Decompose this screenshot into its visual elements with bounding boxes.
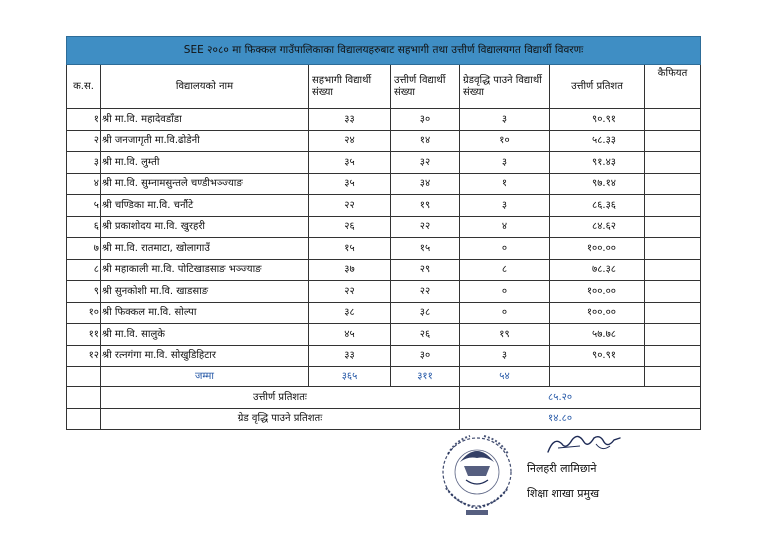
total-label: जम्मा <box>101 367 309 387</box>
row-school: श्री रत्नगंगा मा.वि. सोखुडिहिटार <box>101 345 309 367</box>
pass-rate-blank <box>67 387 101 409</box>
row-sn: १२ <box>67 345 101 367</box>
row-remarks <box>645 345 701 367</box>
row-grade-increase: १० <box>460 130 550 152</box>
header-school: विद्यालयको नाम <box>101 65 309 109</box>
header-sn: क.स. <box>67 65 101 109</box>
row-grade-increase: ० <box>460 238 550 260</box>
table-row <box>67 152 701 174</box>
pass-rate-label: उत्तीर्ण प्रतिशतः <box>101 387 460 409</box>
total-sn-blank <box>67 367 101 387</box>
row-school: श्री सुनकोशी मा.वि. खाडसाङ <box>101 281 309 303</box>
row-school: श्री चण्डिका मा.वि. चर्नौटे <box>101 195 309 217</box>
row-remarks <box>645 195 701 217</box>
row-grade-increase: ३ <box>460 345 550 367</box>
row-participants: ३३ <box>309 109 391 131</box>
row-remarks <box>645 216 701 238</box>
row-passed: १९ <box>391 195 460 217</box>
row-participants: ३७ <box>309 259 391 281</box>
row-participants: १५ <box>309 238 391 260</box>
row-remarks <box>645 302 701 324</box>
row-grade-increase: ० <box>460 302 550 324</box>
total-pct-blank <box>550 367 645 387</box>
row-grade-increase: ३ <box>460 152 550 174</box>
signature-scribble <box>544 430 624 458</box>
row-participants: २६ <box>309 216 391 238</box>
row-passed: २९ <box>391 259 460 281</box>
official-seal-stamp <box>436 432 518 518</box>
row-remarks <box>645 130 701 152</box>
total-remarks-blank <box>645 367 701 387</box>
row-school: श्री मा.वि. महादेवडाँडा <box>101 109 309 131</box>
table-row <box>67 345 701 367</box>
row-sn: १० <box>67 302 101 324</box>
table-row <box>67 216 701 238</box>
row-remarks <box>645 238 701 260</box>
row-pass-percent: ८६.३६ <box>550 195 645 217</box>
row-school: श्री जनजागृती मा.वि.ढोडेनी <box>101 130 309 152</box>
table-row <box>67 109 701 131</box>
report-sheet <box>66 36 700 430</box>
row-remarks <box>645 109 701 131</box>
header-grade-increase: ग्रेडवृद्धि पाउने विद्यार्थी संख्या <box>460 65 550 109</box>
grade-rate-row <box>67 408 701 430</box>
row-sn: ८ <box>67 259 101 281</box>
row-sn: ५ <box>67 195 101 217</box>
row-sn: ७ <box>67 238 101 260</box>
row-pass-percent: ५८.३३ <box>550 130 645 152</box>
pass-rate-value: ८५.२० <box>460 387 701 409</box>
signatory-name: निलहरी लामिछाने <box>527 462 597 475</box>
row-grade-increase: १ <box>460 173 550 195</box>
total-participants: ३६५ <box>309 367 391 387</box>
row-grade-increase: १९ <box>460 324 550 346</box>
row-passed: ३४ <box>391 173 460 195</box>
grade-rate-label: ग्रेड वृद्धि पाउने प्रतिशतः <box>101 408 460 430</box>
row-remarks <box>645 259 701 281</box>
table-row <box>67 324 701 346</box>
row-passed: ३८ <box>391 302 460 324</box>
row-school: श्री मा.वि. सुम्नामसुन्तले चण्डीभञ्ज्याङ <box>101 173 309 195</box>
row-school: श्री फिक्कल मा.वि. सोल्पा <box>101 302 309 324</box>
grade-rate-value: १४.८० <box>460 408 701 430</box>
row-sn: ६ <box>67 216 101 238</box>
row-pass-percent: १००.०० <box>550 281 645 303</box>
row-grade-increase: ३ <box>460 195 550 217</box>
table-title: SEE २०८० मा फिक्कल गाउँपालिकाका विद्यालयहरुबाट सहभागी तथा उत्तीर्ण विद्यालयगत विद्यार्थी विवरणः <box>67 37 701 65</box>
signatory-title: शिक्षा शाखा प्रमुख <box>527 487 600 500</box>
row-passed: २२ <box>391 281 460 303</box>
row-pass-percent: ९०.९१ <box>550 109 645 131</box>
row-sn: २ <box>67 130 101 152</box>
row-remarks <box>645 173 701 195</box>
row-participants: २२ <box>309 195 391 217</box>
row-school: श्री मा.वि. लुम्ती <box>101 152 309 174</box>
header-pass-percent: उत्तीर्ण प्रतिशत <box>550 65 645 109</box>
row-sn: ४ <box>67 173 101 195</box>
row-participants: ३३ <box>309 345 391 367</box>
row-participants: ३५ <box>309 173 391 195</box>
row-sn: ९ <box>67 281 101 303</box>
row-passed: ३० <box>391 109 460 131</box>
row-pass-percent: १००.०० <box>550 302 645 324</box>
row-passed: ३२ <box>391 152 460 174</box>
row-participants: ३८ <box>309 302 391 324</box>
row-participants: २४ <box>309 130 391 152</box>
row-pass-percent: ९०.९१ <box>550 345 645 367</box>
header-remarks: कैफियत <box>645 65 701 109</box>
row-pass-percent: ५७.७८ <box>550 324 645 346</box>
header-passed: उत्तीर्ण विद्यार्थी संख्या <box>391 65 460 109</box>
row-passed: १४ <box>391 130 460 152</box>
table-row <box>67 302 701 324</box>
row-school: श्री मा.वि. सालुके <box>101 324 309 346</box>
row-school: श्री मा.वि. रातमाटा, खोलागाउँ <box>101 238 309 260</box>
row-pass-percent: ७८.३८ <box>550 259 645 281</box>
row-sn: १ <box>67 109 101 131</box>
row-grade-increase: ० <box>460 281 550 303</box>
total-row <box>67 367 701 387</box>
table-row <box>67 130 701 152</box>
grade-rate-blank <box>67 408 101 430</box>
row-pass-percent: १००.०० <box>550 238 645 260</box>
table-row <box>67 238 701 260</box>
table-row <box>67 173 701 195</box>
row-grade-increase: ८ <box>460 259 550 281</box>
table-row <box>67 259 701 281</box>
table-row <box>67 281 701 303</box>
row-participants: ४५ <box>309 324 391 346</box>
row-pass-percent: ९१.४३ <box>550 152 645 174</box>
row-remarks <box>645 324 701 346</box>
results-table <box>66 36 701 430</box>
row-passed: २२ <box>391 216 460 238</box>
row-sn: ११ <box>67 324 101 346</box>
total-grade-increase: ५४ <box>460 367 550 387</box>
total-passed: ३११ <box>391 367 460 387</box>
row-sn: ३ <box>67 152 101 174</box>
row-passed: १५ <box>391 238 460 260</box>
row-grade-increase: ३ <box>460 109 550 131</box>
row-participants: ३५ <box>309 152 391 174</box>
row-pass-percent: ९७.१४ <box>550 173 645 195</box>
row-remarks <box>645 152 701 174</box>
row-participants: २२ <box>309 281 391 303</box>
pass-rate-row <box>67 387 701 409</box>
row-remarks <box>645 281 701 303</box>
row-grade-increase: ४ <box>460 216 550 238</box>
row-passed: २६ <box>391 324 460 346</box>
header-participants: सहभागी विद्यार्थी संख्या <box>309 65 391 109</box>
row-pass-percent: ८४.६२ <box>550 216 645 238</box>
row-passed: ३० <box>391 345 460 367</box>
table-row <box>67 195 701 217</box>
row-school: श्री प्रकाशोदय मा.वि. खुरहरी <box>101 216 309 238</box>
row-school: श्री महाकाली मा.वि. पोटिखाडसाङ भञ्ज्याङ <box>101 259 309 281</box>
